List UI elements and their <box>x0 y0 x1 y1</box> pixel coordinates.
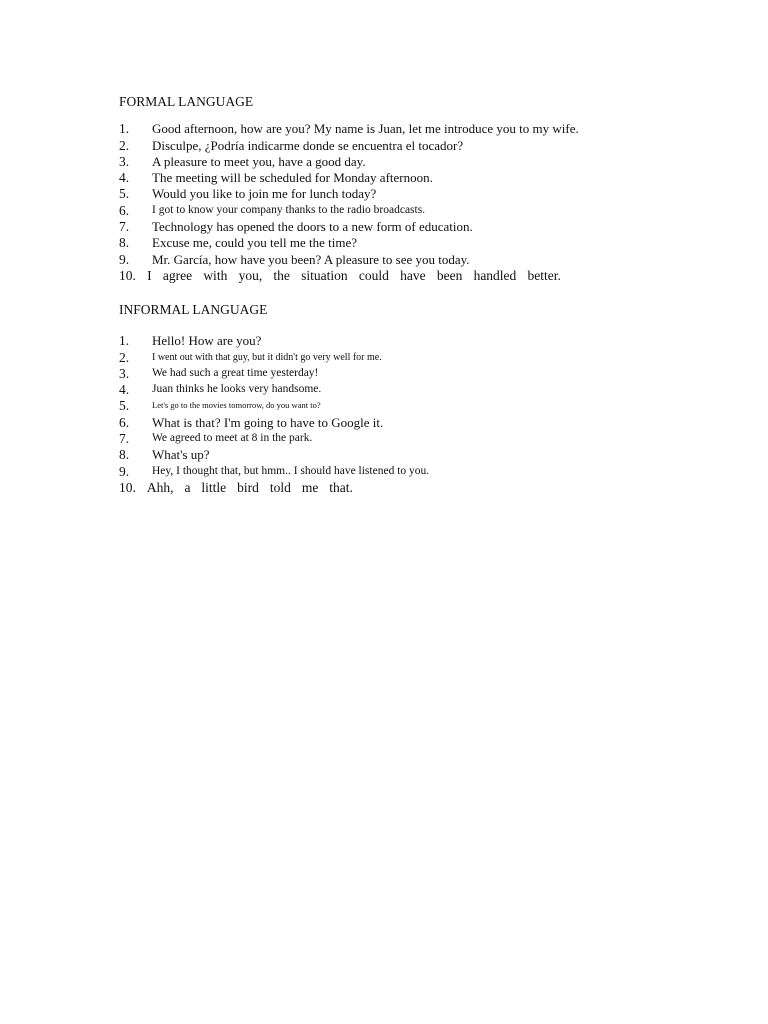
word: 10. <box>119 479 136 495</box>
justified-line <box>119 268 561 283</box>
list-item <box>119 463 639 479</box>
word: bird <box>237 479 259 495</box>
item-number: 1. <box>119 121 130 137</box>
item-text: Juan thinks he looks very handsome. <box>152 383 322 396</box>
item-text: Let's go to the movies tomorrow, do you want to? <box>152 400 321 411</box>
item-number: 6. <box>119 414 130 430</box>
list-item <box>119 366 639 382</box>
list-item <box>119 235 639 251</box>
word: handled <box>473 267 517 283</box>
list-item <box>119 154 639 170</box>
item-number: 4. <box>119 382 130 398</box>
item-text: I got to know your company thanks to the radio broadcasts. <box>152 203 426 216</box>
word: 10. <box>119 267 136 283</box>
word: that. <box>329 479 353 495</box>
justified-line <box>119 480 353 495</box>
list-item <box>119 251 639 267</box>
item-number: 3. <box>119 365 130 381</box>
word: Ahh, <box>146 479 174 495</box>
word: situation <box>301 267 348 283</box>
item-number: 4. <box>119 170 130 186</box>
item-text: I went out with that guy, but it didn't go very well for me. <box>152 351 382 363</box>
word: could <box>358 267 389 283</box>
informal-list <box>119 333 639 496</box>
list-item <box>119 431 639 447</box>
item-text: What is that? I'm going to have to Google it. <box>152 414 384 430</box>
word: have <box>400 267 426 283</box>
list-item <box>119 219 639 235</box>
item-text: Would you like to join me for lunch today? <box>152 186 377 202</box>
item-number: 7. <box>119 431 130 447</box>
item-number: 9. <box>119 463 130 479</box>
item-number: 7. <box>119 219 130 235</box>
word: I <box>147 267 152 283</box>
item-text: Mr. García, how have you been? A pleasure to see you today. <box>152 251 470 267</box>
item-text: Technology has opened the doors to a new form of education. <box>152 219 473 235</box>
formal-list <box>119 121 639 284</box>
item-number: 1. <box>119 333 130 349</box>
list-item <box>119 349 639 365</box>
item-text: The meeting will be scheduled for Monday afternoon. <box>152 170 433 186</box>
word: with <box>203 267 228 283</box>
word: little <box>201 479 227 495</box>
item-number: 2. <box>119 349 130 365</box>
word: agree <box>162 267 193 283</box>
list-item <box>119 447 639 463</box>
list-item <box>119 121 639 137</box>
list-item <box>119 414 639 430</box>
word: better. <box>527 267 561 283</box>
list-item <box>119 186 639 202</box>
item-text: Excuse me, could you tell me the time? <box>152 235 358 251</box>
list-item-justified <box>119 268 561 284</box>
item-text: Good afternoon, how are you? My name is Juan, let me introduce you to my wife. <box>152 121 579 137</box>
item-number: 6. <box>119 202 130 218</box>
word: told <box>269 479 291 495</box>
word: been <box>436 267 463 283</box>
formal-heading: FORMAL LANGUAGE <box>119 94 254 109</box>
item-text: We agreed to meet at 8 in the park. <box>152 432 313 445</box>
list-item <box>119 202 639 218</box>
informal-heading: INFORMAL LANGUAGE <box>119 302 268 317</box>
item-number: 8. <box>119 447 130 463</box>
list-item <box>119 333 639 349</box>
item-text: A pleasure to meet you, have a good day. <box>152 153 366 169</box>
word: you, <box>238 267 263 283</box>
list-item <box>119 382 639 398</box>
list-item <box>119 137 639 153</box>
item-number: 9. <box>119 251 130 267</box>
item-number: 5. <box>119 186 130 202</box>
word: me <box>301 479 319 495</box>
item-number: 5. <box>119 398 130 414</box>
item-number: 8. <box>119 235 130 251</box>
item-number: 2. <box>119 137 130 153</box>
item-text: Hello! How are you? <box>152 333 262 349</box>
item-text: Disculpe, ¿Podría indicarme donde se encuentra el tocador? <box>152 137 464 153</box>
item-number: 3. <box>119 153 130 169</box>
word: a <box>184 479 191 495</box>
item-text: Hey, I thought that, but hmm.. I should have listened to you. <box>152 464 430 477</box>
list-item-justified <box>119 480 353 496</box>
item-text: What's up? <box>152 447 210 463</box>
list-item <box>119 398 639 414</box>
list-item <box>119 170 639 186</box>
item-text: We had such a great time yesterday! <box>152 366 319 379</box>
word: the <box>273 267 290 283</box>
